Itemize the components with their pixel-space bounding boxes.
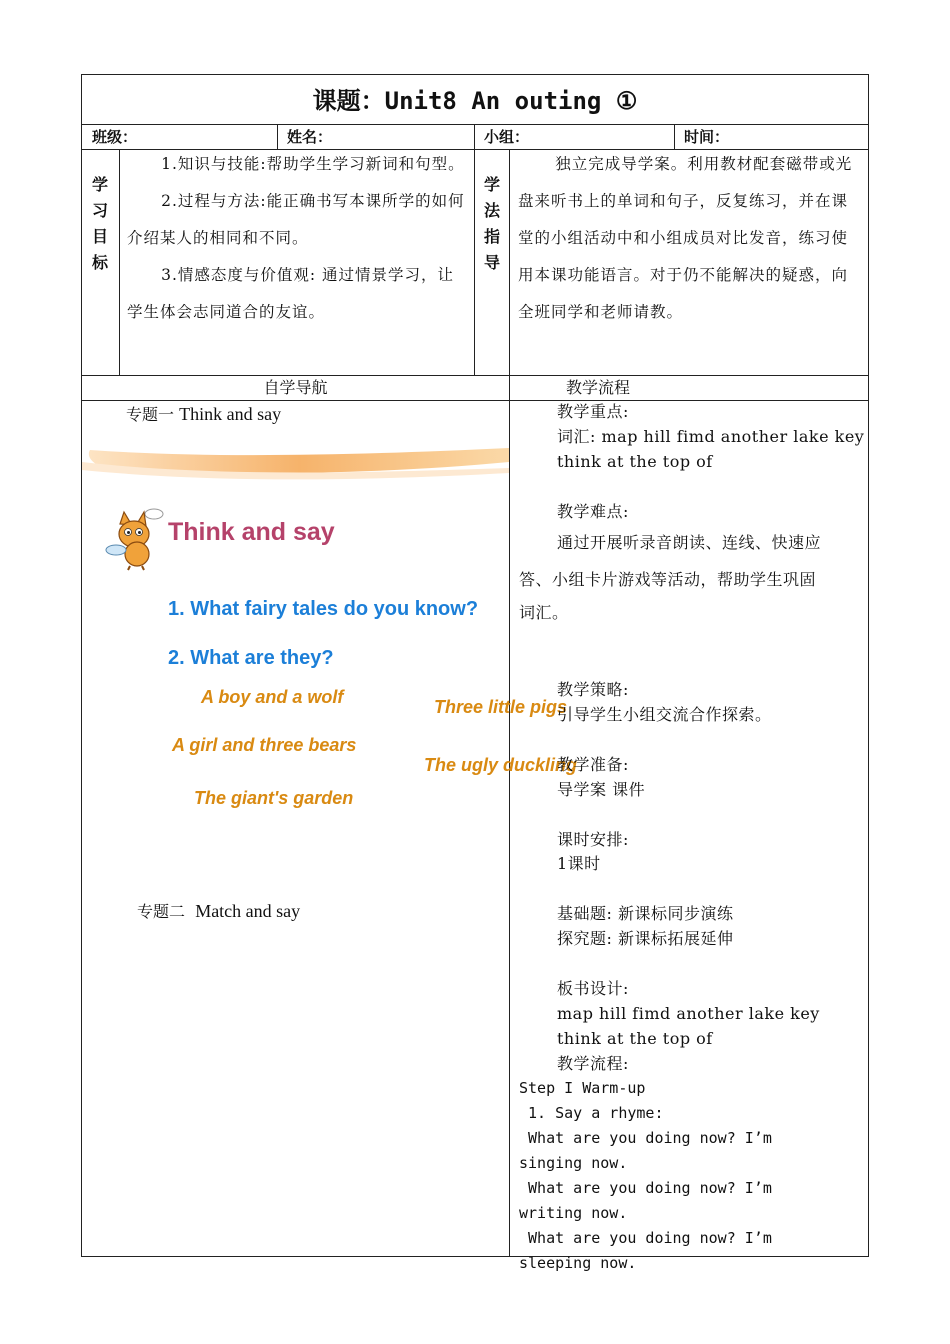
objective-item: 3.情感态度与价值观: 通过情景学习，让学生体会志同道合的友谊。 [127, 266, 455, 321]
flow-line: 教学难点: [557, 501, 629, 521]
flow-line: Step I Warm-up [519, 1079, 646, 1098]
flow-line: 1. Say a rhyme: [519, 1104, 664, 1123]
swoosh-decoration [82, 440, 509, 490]
flow-line [519, 877, 864, 902]
flow-line [519, 952, 864, 977]
flow-line: 答、小组卡片游戏等活动，帮助学生巩固 [519, 570, 817, 590]
flow-line: 词汇: map hill fimd another lake key [557, 426, 865, 446]
objectives-list [127, 146, 467, 331]
flow-line: 教学准备: [557, 754, 629, 774]
name-label: 姓名： [287, 128, 333, 146]
objectives-label: 学 习 目 标 [91, 175, 108, 272]
teaching-flow-heading: 教学流程 [566, 378, 631, 397]
flow-line [519, 803, 864, 828]
flow-line: sleeping now. [519, 1253, 637, 1272]
flow-line: 教学重点: [557, 402, 629, 421]
flow-line: 板书设计: [557, 978, 629, 998]
self-study-heading: 自学导航 [263, 378, 328, 397]
flow-line: 教学流程: [557, 1053, 629, 1073]
topic-one-title: Think and say [179, 404, 282, 424]
flow-line: think at the top of [557, 1028, 713, 1048]
rule [868, 74, 869, 1257]
flow-line: map hill fimd another lake key [557, 1003, 820, 1023]
tale-item: A boy and a wolf [201, 687, 344, 707]
objective-item: 2.过程与方法:能正确书写本课所学的如何介绍某人的相同和不同。 [127, 192, 465, 247]
group-label: 小组： [484, 128, 530, 146]
method-text-block [518, 146, 861, 331]
topic-two [137, 898, 300, 925]
objective-item: 1.知识与技能:帮助学生学习新词和句型。 [161, 155, 465, 173]
flow-line: What are you doing now? I’m [519, 1228, 772, 1247]
flow-line [519, 653, 864, 678]
topic-two-title: Match and say [195, 901, 301, 921]
page-title: 课题：Unit8 An outing ① [312, 87, 638, 115]
flow-line: 引导学生小组交流合作探索。 [557, 705, 772, 725]
flow-line: What are you doing now? I’m [519, 1129, 772, 1148]
time-label: 时间： [684, 128, 730, 146]
flow-line: 词汇。 [519, 603, 569, 623]
flow-line: 通过开展听录音朗读、连线、快速应 [557, 533, 822, 553]
tale-item: Three little pigs [434, 697, 568, 717]
flow-line [519, 628, 864, 653]
cat-mascot-icon [104, 504, 168, 570]
rule [474, 124, 475, 376]
tale-item: The ugly duckling [424, 755, 578, 775]
topic-one-prefix: 专题一 [126, 405, 175, 424]
teaching-flow-content [519, 400, 864, 1276]
flow-line: think at the top of [557, 451, 713, 471]
flow-line: 基础题: 新课标同步演练 [557, 904, 734, 924]
flow-line: 课时安排: [557, 829, 629, 849]
tale-item: The giant's garden [194, 788, 354, 808]
flow-line: 探究题: 新课标拓展延伸 [557, 929, 734, 949]
flow-line: 1课时 [557, 854, 601, 874]
question-one: 1. What fairy tales do you know? [168, 598, 479, 620]
flow-line [519, 475, 864, 500]
tale-item: A girl and three bears [172, 735, 357, 755]
flow-line: 教学策略: [557, 680, 629, 700]
method-label: 学 法 指 导 [483, 175, 500, 272]
flow-line [519, 728, 864, 753]
flow-line: writing now. [519, 1203, 628, 1222]
question-two: 2. What are they? [168, 647, 334, 669]
topic-two-prefix: 专题二 [137, 902, 186, 921]
flow-line: What are you doing now? I’m [519, 1179, 772, 1198]
rule [119, 149, 120, 376]
rule [81, 124, 869, 125]
method-text: 独立完成导学案。利用教材配套磁带或光盘来听书上的单词和句子，反复练习，并在课堂的小组活动中和小组成员对比发音，练习使用本课功能语言。对于仍不能解决的疑惑，向全班同学和老师请教。 [518, 155, 853, 321]
flow-line: singing now. [519, 1154, 628, 1173]
banner-title: Think and say [168, 518, 335, 546]
rule [81, 74, 869, 75]
class-label: 班级： [92, 128, 138, 146]
flow-line: 导学案 课件 [557, 779, 646, 799]
